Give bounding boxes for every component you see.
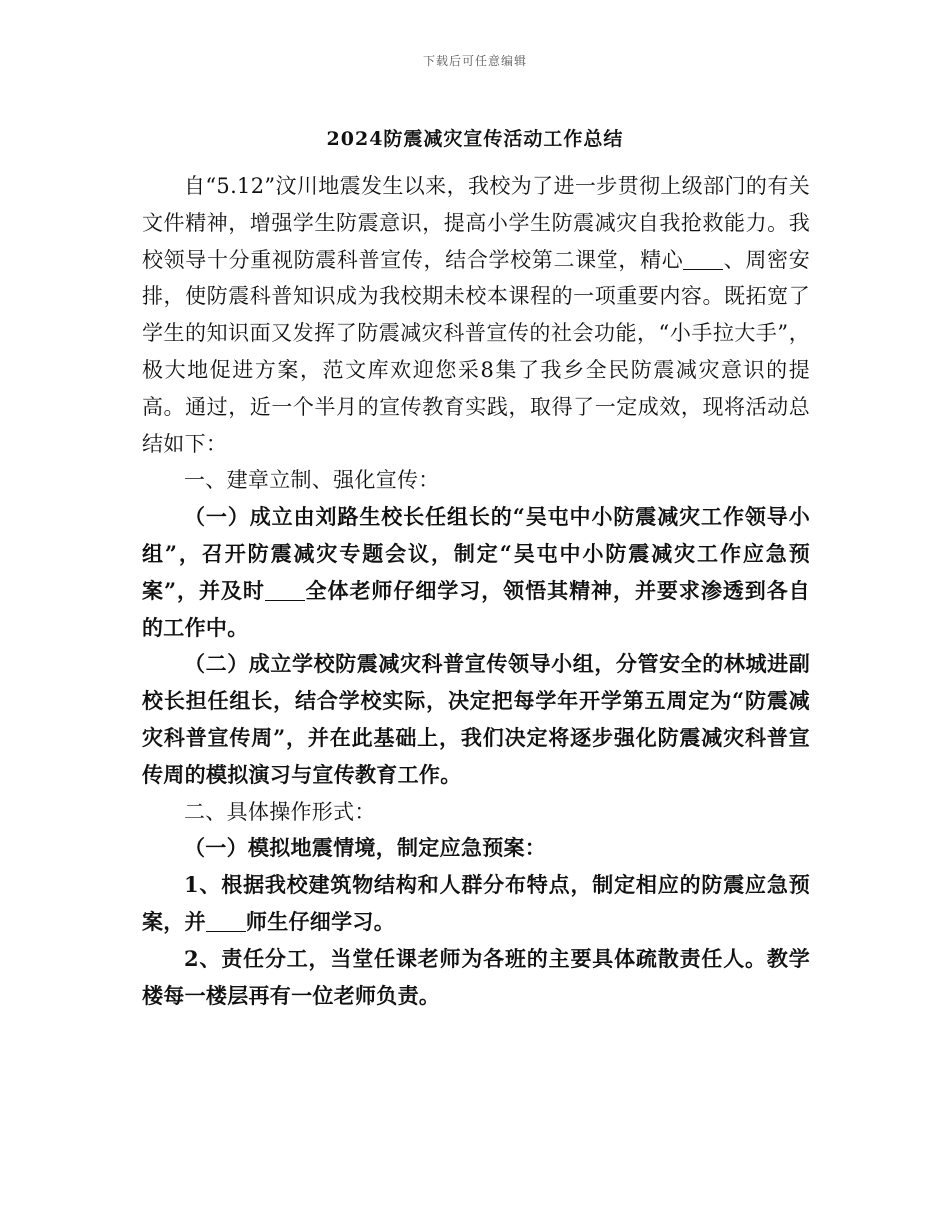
blank-line <box>683 248 723 270</box>
section-2-item-1: （一）模拟地震情境，制定应急预案： <box>184 835 547 861</box>
section-1-item-1-part-1: （一）成立由刘路生校长任组长的“吴屯中小防震减灾工作领导小组”，召开防震减灾专题会议，制定“吴屯中小防震减灾工作应急预案”，并及时 <box>142 504 810 603</box>
numbered-item-1 <box>142 867 810 941</box>
numbered-item-1-part-1: 1、根据我校建筑物结构和人群分布特点，制定相应的防震应急预案，并 <box>142 872 810 934</box>
document-title: 2024防震减灾宣传活动工作总结 <box>326 128 624 150</box>
numbered-item-2: 2、责任分工，当堂任课老师为各班的主要具体疏散责任人。教学楼每一楼层再有一位老师负责。 <box>142 945 810 1008</box>
section-1-item-1-part-2: 全体老师仔细学习，领悟其精神，并要求渗透到各自的工作中。 <box>142 577 810 640</box>
numbered-item-1-part-2: 师生仔细学习。 <box>245 908 396 934</box>
intro-paragraph <box>142 168 810 462</box>
section-1-item-2: （二）成立学校防震减灾科普宣传领导小组，分管安全的林城进副校长担任组长，结合学校实际，决定把每学年开学第五周定为“防震减灾科普宣传周”，并在此基础上，我们决定将逐步强化防震减灾科普宣传周的模拟演习与宣传教育工作。 <box>142 651 810 787</box>
blank-line <box>265 579 305 601</box>
intro-text-part-1: 自“5.12”汶川地震发生以来，我校为了进一步贯彻上级部门的有关文件精神，增强学生防震意识，提高小学生防震减灾自我抢救能力。我校领导十分重视防震科普宣传，结合学校第二课堂，精心 <box>142 174 810 272</box>
page-header: 下载后可任意编辑 <box>422 54 527 68</box>
section-heading-1: 一、建章立制、强化宣传： <box>184 468 440 493</box>
section-heading-2: 二、具体操作形式： <box>184 799 376 824</box>
blank-line <box>206 910 246 932</box>
document-body <box>142 168 810 1014</box>
section-1-item-1 <box>142 499 810 646</box>
intro-text-part-2: 、周密安排，使防震科普知识成为我校期未校本课程的一项重要内容。既拓宽了学生的知识面又发挥了防震减灾科普宣传的社会功能，“小手拉大手”，极大地促进方案，范文库欢迎您采8集了我乡全民防震减灾意识的提高。通过，近一个半月的宣传教育实践，取得了一定成效，现将活动总结如下： <box>142 247 810 456</box>
